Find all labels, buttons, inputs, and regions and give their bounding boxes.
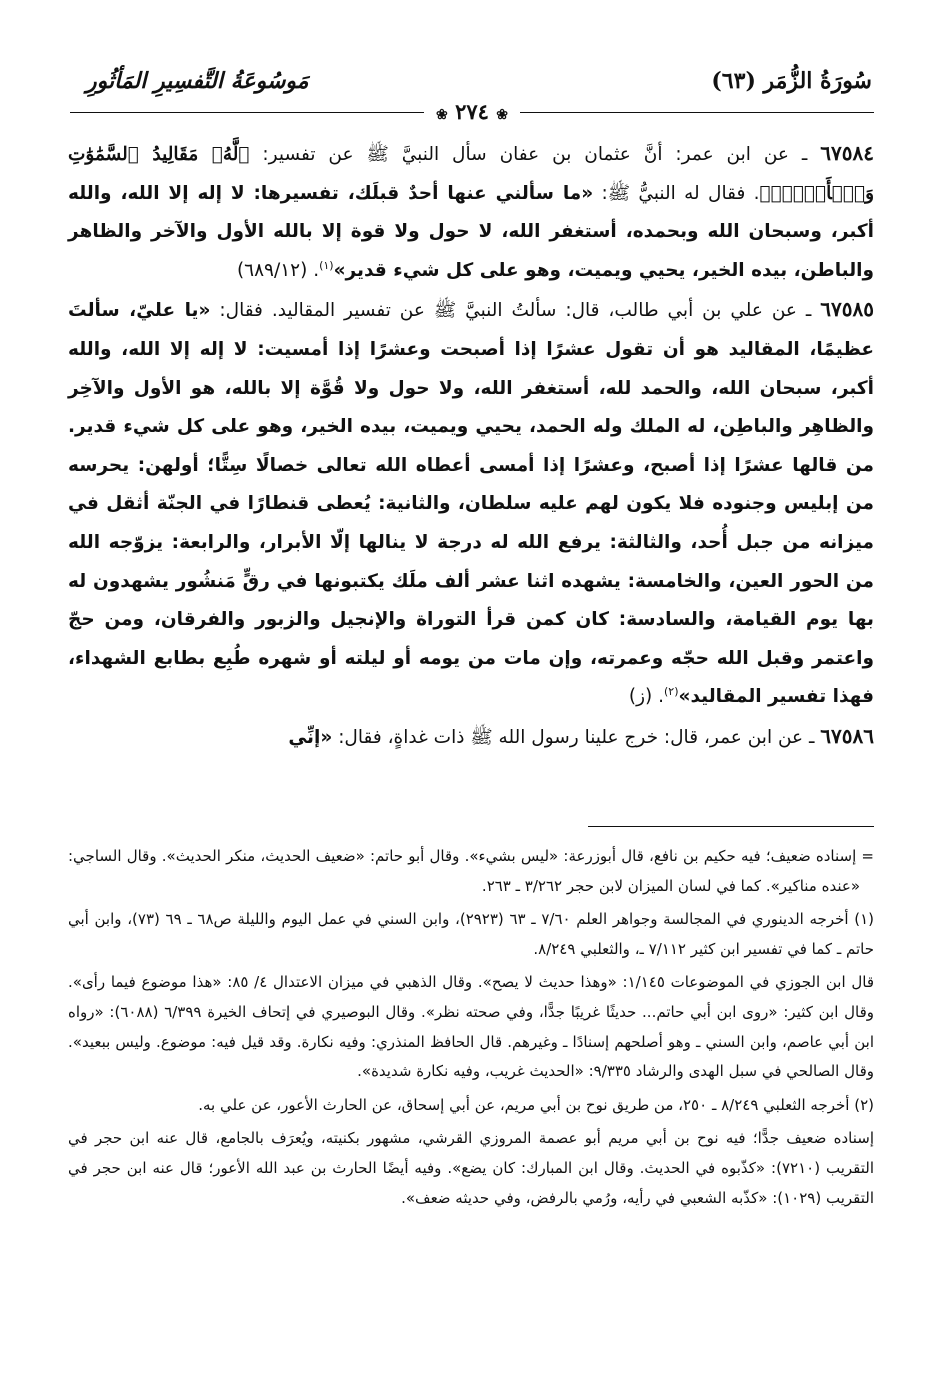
ornament-icon: ❀: [496, 107, 508, 123]
hadith-entry: [68, 290, 874, 717]
entry-mid: . فقال له النبيُّ ﷺ:: [593, 182, 760, 204]
entry-tail: . (٦٨٩/١٢): [236, 259, 320, 281]
footnote: إسناده ضعيف جدًّا؛ فيه نوح بن أبي مريم أبو عصمة المروزي القرشي، مشهور بكنيته، ويُعرَف بالجامع، قال عنه ابن حجر في التقريب (٧٢١٠): «كذّبوه في الحديث. وقال ابن المبارك: كان يضع». وفيه أيضًا الحارث بن عبد الله الأعور؛ قال عنه ابن حجر في التقريب (١٠٢٩): «كذّبه الشعبي في رأيه، ورُمي بالرفض، وفي حديثه ضعف».: [68, 1129, 875, 1207]
main-text: [68, 134, 874, 758]
hadith-entry: [68, 717, 874, 758]
footnote-ref[interactable]: (١): [319, 258, 334, 272]
footnotes: [68, 842, 874, 1217]
footnote: (٢) أخرجه الثعلبي ٨/٢٤٩ ـ ٢٥٠، من طريق نوح بن أبي مريم، عن أبي إسحاق، عن الحارث الأعور، عن علي به.: [198, 1095, 874, 1114]
hadith-text: «ما سألني عنها أحدٌ قبلَك، تفسيرها: لا إله إلا الله، والله أكبر، وسبحان الله وبحمده، أستغفر الله، لا حول ولا قوة إلا بالله الأول والآخر والظاهر والباطن، بيده الخير، يحيي ويميت، وهو على كل شيء قدير»: [68, 182, 874, 281]
ornament-icon: ❀: [436, 107, 448, 123]
page-number: ٢٧٤: [455, 99, 489, 124]
entry-intro: عن علي بن أبي طالب، قال: سألتُ النبيَّ ﷺ عن تفسير المقاليد. فقال:: [210, 300, 797, 322]
entry-number: ٦٧٥٨٥: [820, 297, 874, 322]
book-title: مَوسُوعَةُ التَّفسِيرِ المَأثُورِ: [86, 68, 309, 94]
entry-intro: عن ابن عمر: أنَّ عثمان بن عفان سأل النبيَّ ﷺ عن تفسير:: [249, 144, 789, 165]
footnote-ref[interactable]: (٢): [664, 685, 679, 699]
quran-ayah: ﴿لَّهُۥ مَقَالِيدُ ٱلسَّمَٰوَٰتِ وَٱلۡأَرۡضِۖ﴾: [68, 144, 875, 204]
entry-number: ٦٧٥٨٤: [820, 141, 874, 165]
entry-number: ٦٧٥٨٦: [820, 723, 874, 748]
page-number-box: [424, 98, 520, 126]
footnote: = إسناده ضعيف؛ فيه حكيم بن نافع، قال أبوزرعة: «ليس بشيء». وقال أبو حاتم: «ضعيف الحديث، منكر الحديث». وقال الساجي: «عنده مناكير». كما في لسان الميزان لابن حجر ٣/٢٦٢ ـ ٢٦٣.: [68, 847, 874, 895]
dash: ـ: [788, 144, 821, 165]
hadith-text: «يا عليّ، سألتَ عظيمًا، المقاليد هو أن تقول عشرًا إذا أصبحت وعشرًا إذا أمسيت: لا إله إلا الله، والله أكبر، سبحان الله، والحمد لله، أستغفر الله، ولا حول ولا قُوَّة إلا بالله، هو الأول والآخِر والظاهِر والباطِن، له الملك وله الحمد، يحيي ويميت، بيده الخير، وهو على كل شيء قدير. من قالها عشرًا إذا أصبح، وعشرًا إذا أمسى أعطاه الله تعالى خصالًا سِتًّا؛ أولهن: يحرسه من إبليس وجنوده فلا يكون لهم عليه سلطان، والثانية: يُعطى قنطارًا في الجنّة أثقل في ميزانه من جبل أُحد، والثالثة: يرفع الله له درجة لا ينالها إلّا الأبرار، والرابعة: يزوّجه الله من الحور العين، والخامسة: يشهده اثنا عشر ألف ملَك يكتبونها في رقٍّ مَنشُور يشهدون له بها يوم القيامة، والسادسة: كان كمن قرأ التوراة والإنجيل والزبور والفرقان، ومن حجّ واعتمر وقبل الله حجّه وعمرته، وإن مات من يومه أو ليلته أو شهره طُبِع بطابع الشهداء، فهذا تفسير المقاليد»: [68, 300, 874, 708]
footnote: قال ابن الجوزي في الموضوعات ١/١٤٥: «وهذا حديث لا يصح». وقال الذهبي في ميزان الاعتدال ٤/ ٨٥: «هذا موضوع فيما رأى». وقال ابن كثير: «روى ابن أبي حاتم... حديثًا غريبًا جدًّا، وفي صحته نظر». وقال البوصيري في إتحاف الخيرة ٦/٣٩٩ (٦٠٨٨): «رواه ابن أبي عاصم، وابن السني ـ وهو أصلحهم إسنادًا ـ وغيرهم. قال الحافظ المنذري: وفيه نكارة. وقد قيل فيه: موضوع. وليس ببعيد». وقال الصالحي في سبل الهدى والرشاد ٩/٣٣٥: «الحديث غريب، وفيه نكارة شديدة».: [68, 973, 875, 1081]
dash: ـ: [803, 726, 821, 748]
footnote-separator: [588, 826, 874, 827]
surah-title: سُورَةُ الزُّمَر (٦٣): [711, 68, 872, 94]
hadith-entry: [68, 134, 874, 290]
entry-tail: . (ز): [628, 686, 664, 708]
entry-intro: عن ابن عمر، قال: خرج علينا رسول الله ﷺ ذات غداةٍ، فقال:: [332, 726, 804, 748]
hadith-text: «إنِّي: [288, 726, 333, 748]
dash: ـ: [796, 300, 821, 322]
footnote: (١) أخرجه الدينوري في المجالسة وجواهر العلم ٧/٦٠ ـ ٦٣ (٢٩٢٣)، وابن السني في عمل اليوم والليلة ص٦٨ ـ ٦٩ (٧٣)، وابن أبي حاتم ـ كما في تفسير ابن كثير ٧/١١٢ ـ، والثعلبي ٨/٢٤٩.: [68, 910, 874, 958]
